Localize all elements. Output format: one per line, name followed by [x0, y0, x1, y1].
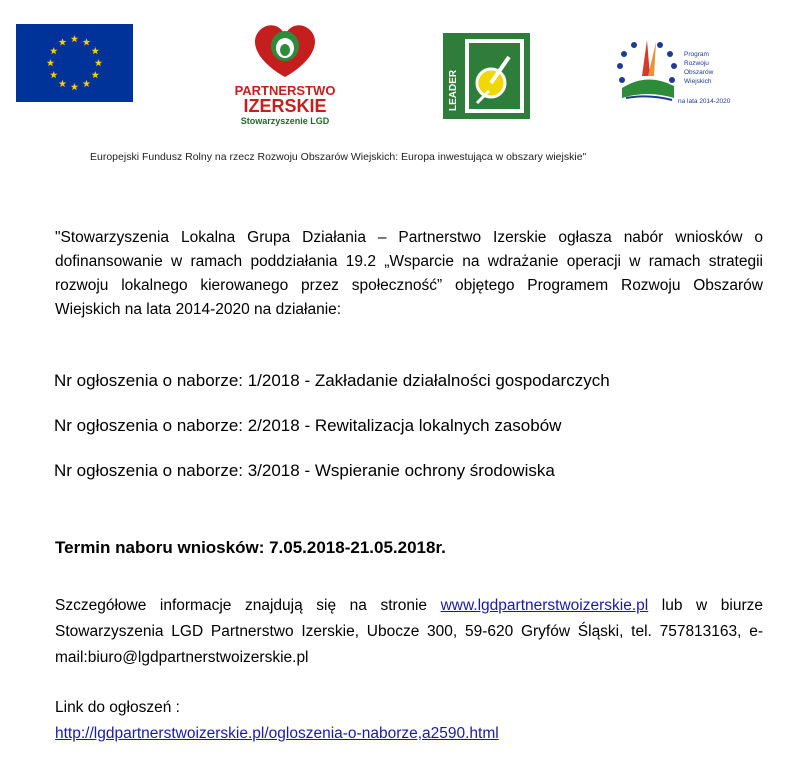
prow-line-5: na lata 2014-2020	[678, 98, 731, 105]
eu-star-icon	[50, 47, 58, 54]
prow-line-4: Wiejskich	[684, 78, 712, 85]
link-label: Link do ogłoszeń :	[55, 699, 180, 716]
eu-star-icon	[47, 59, 55, 66]
partnerstwo-izerskie-logo	[225, 22, 345, 127]
eu-star-icon	[95, 59, 103, 66]
details-paragraph	[55, 593, 763, 671]
eu-star-icon	[59, 38, 67, 45]
eu-flag-icon	[16, 24, 133, 102]
details-intro-text: Szczegółowe informacje znajdują się na stronie	[55, 597, 441, 614]
announcement-item: Nr ogłoszenia o naborze: 3/2018 - Wspieranie ochrony środowiska	[54, 461, 555, 480]
details-contact-text: lub w biurze Stowarzyszenia LGD Partnerstwo Izerskie, Ubocze 300, 59-620 Gryfów Śląski, tel. 757813163, e-mail:biuro@lgdpartnerstwoizerskie.pl	[55, 597, 763, 666]
prow-line-2: Rozwoju	[684, 60, 709, 67]
eu-star-icon	[71, 83, 79, 90]
eu-star-icon	[91, 71, 99, 78]
svg-text:Program Rozwoju	[678, 51, 731, 105]
eu-star-icon	[83, 80, 91, 87]
leader-logo	[443, 33, 530, 119]
partnerstwo-text: PARTNERSTWO	[234, 83, 336, 98]
eafrd-caption: Europejski Fundusz Rolny na rzecz Rozwoju Obszarów Wiejskich: Europa inwestująca w obszary wiejskie"	[90, 151, 587, 163]
eu-star-icon	[83, 38, 91, 45]
intro-paragraph: "Stowarzyszenia Lokalna Grupa Działania – Partnerstwo Izerskie ogłasza nabór wniosków o dofinansowanie w ramach poddziałania 19.2 „Wsparcie na wdrażanie operacji w ramach strategii rozwoju lokalnego kierowanego przez społeczność” objętego Programem Rozwoju Obszarów Wiejskich na lata 2014-2020 na działanie:	[55, 229, 763, 318]
prow-logo	[612, 36, 742, 106]
eu-star-icon	[71, 35, 79, 42]
eu-star-icon	[59, 80, 67, 87]
stowarzyszenie-text: Stowarzyszenie LGD	[240, 116, 330, 126]
prow-line-1: Program	[684, 51, 709, 58]
deadline-text: Termin naboru wniosków: 7.05.2018-21.05.2018r.	[55, 538, 446, 557]
announcement-item: Nr ogłoszenia o naborze: 2/2018 - Rewitalizacja lokalnych zasobów	[54, 416, 562, 435]
announcements-link[interactable]: http://lgdpartnerstwoizerskie.pl/ogloszenia-o-naborze,a2590.html	[55, 725, 499, 742]
announcement-item: Nr ogłoszenia o naborze: 1/2018 - Zakładanie działalności gospodarczych	[54, 371, 610, 390]
eu-star-icon	[50, 71, 58, 78]
logos-header	[0, 0, 792, 140]
leader-text: LEADER	[448, 69, 459, 111]
prow-line-3: Obszarów	[684, 69, 714, 76]
izerskie-text: IZERSKIE	[243, 96, 327, 116]
eu-star-icon	[91, 47, 99, 54]
website-link[interactable]: www.lgdpartnerstwoizerskie.pl	[440, 597, 649, 614]
